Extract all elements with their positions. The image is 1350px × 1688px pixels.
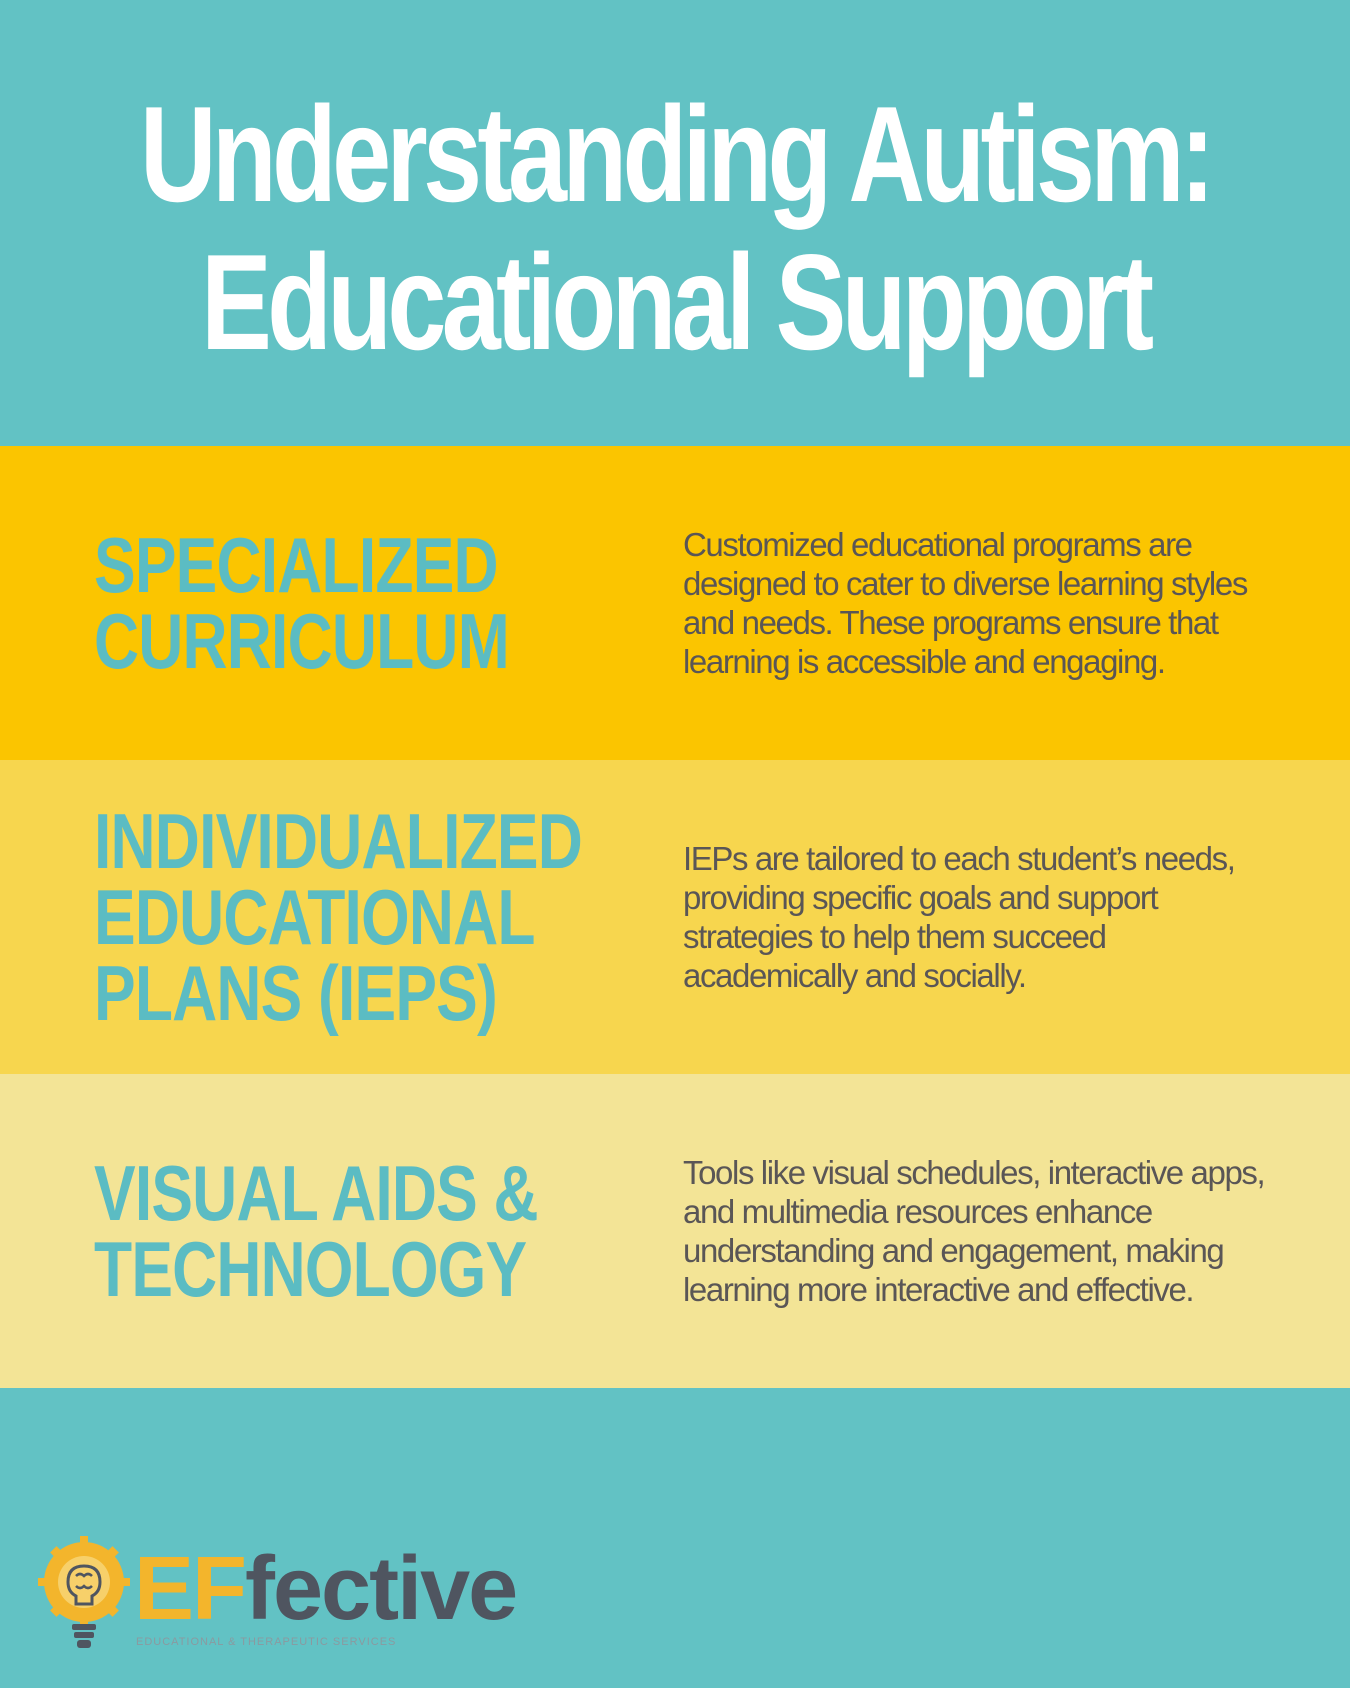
header <box>0 0 1350 446</box>
brand-wordmark <box>134 1539 517 1639</box>
page-title <box>140 70 1211 376</box>
brand-tagline: EDUCATIONAL & THERAPEUTIC SERVICES <box>136 1636 397 1648</box>
lightbulb-brain-gear-icon <box>38 1536 130 1656</box>
section-description: Customized educational programs are designed to cater to diverse learning styles and needs. These programs ensure that learning is accessible and engaging. <box>683 526 1247 680</box>
brand-logo <box>38 1536 518 1656</box>
section-description: IEPs are tailored to each student’s needs, providing specific goals and support strategies to help them succeed academically and socially. <box>683 840 1235 994</box>
title-line-2: Educational Support <box>200 226 1150 378</box>
section-title: SPECIALIZED CURRICULUM <box>94 521 509 685</box>
brand-fective: fective <box>245 1539 517 1639</box>
brand-ef: EF <box>134 1539 246 1639</box>
section-specialized-curriculum <box>0 446 1350 760</box>
section-visual-aids <box>0 1074 1350 1388</box>
section-title: INDIVIDUALIZED EDUCATIONAL PLANS (IEPS) <box>94 797 582 1037</box>
section-individualized-plans <box>0 760 1350 1074</box>
section-description: Tools like visual schedules, interactive apps, and multimedia resources enhance understanding and engagement, making learning more interactive and effective. <box>683 1154 1265 1308</box>
section-title: VISUAL AIDS & TECHNOLOGY <box>94 1149 538 1313</box>
title-line-1: Understanding Autism: <box>139 78 1211 230</box>
